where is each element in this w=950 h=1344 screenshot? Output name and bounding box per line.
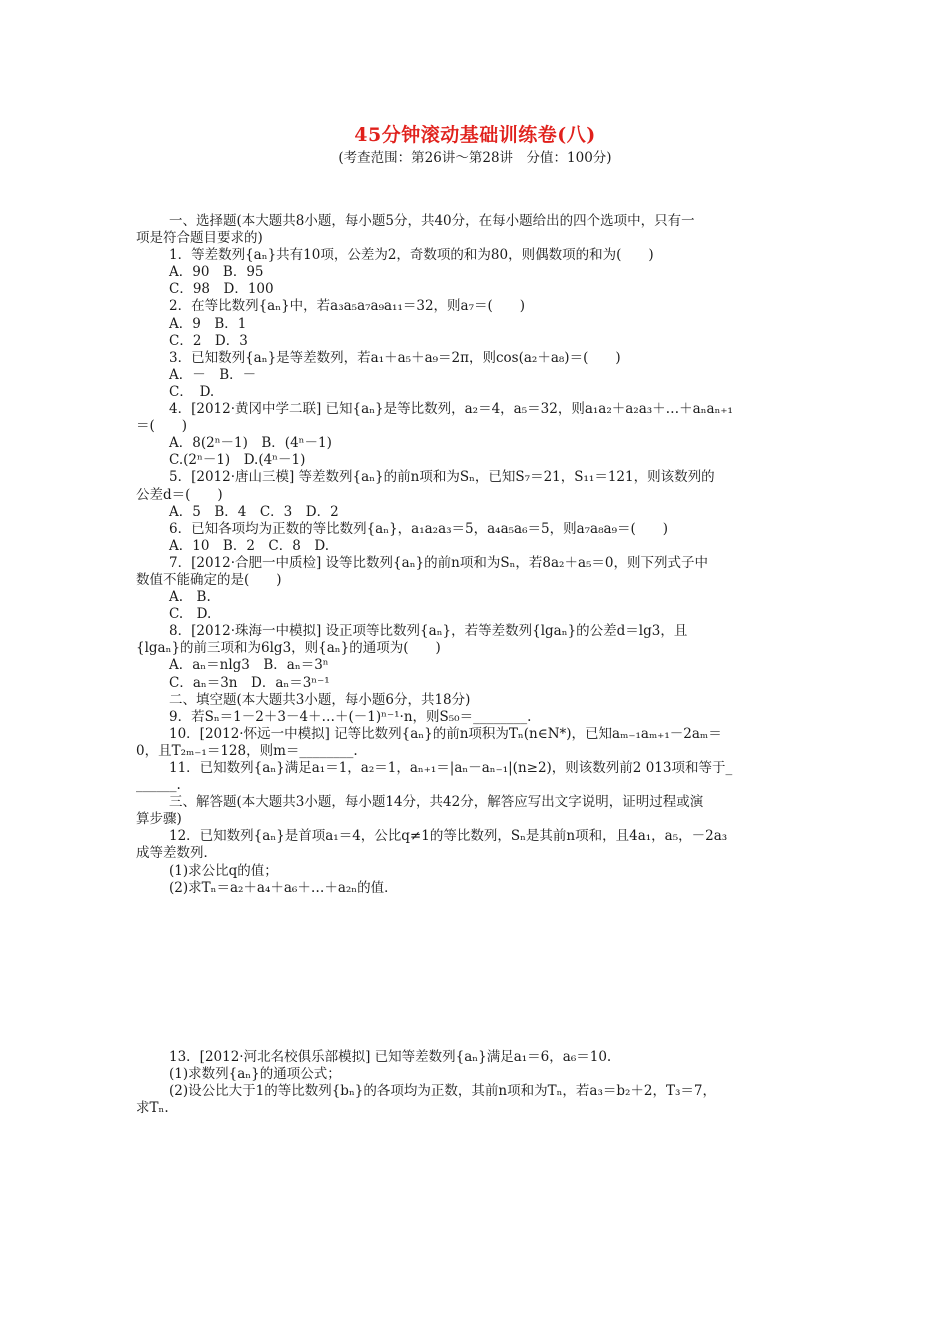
question-8-options-ab: A．aₙ＝nlg3 B．aₙ＝3ⁿ xyxy=(169,657,329,674)
question-11: 11．已知数列{aₙ}满足a₁＝1，a₂＝1，aₙ₊₁＝|aₙ－aₙ₋₁|(n≥2)，则该数列前2 013项和等于_ xyxy=(169,760,733,776)
question-3: 3．已知数列{aₙ}是等差数列，若a₁＋a₅＋a₉＝2π，则cos(a₂＋a₈)＝( ) xyxy=(169,349,621,366)
question-13-part-1: (1)求数列{aₙ}的通项公式； xyxy=(169,1065,341,1082)
question-5: 5．[2012·唐山三模] 等差数列{aₙ}的前n项和为Sₙ，已知S₇＝21，S₁₁＝121，则该数列的 xyxy=(169,469,715,486)
question-3-options-ab: A．－ B．－ xyxy=(169,366,257,383)
question-9: 9．若Sₙ＝1－2＋3－4＋…＋(－1)ⁿ⁻¹·n，则S₅₀＝________. xyxy=(169,708,532,725)
question-13-part-2-cont: 求Tₙ. xyxy=(136,1100,169,1117)
section-3-heading-cont: 算步骤) xyxy=(136,811,182,828)
question-8: 8．[2012·珠海一中模拟] 设正项等比数列{aₙ}，若等差数列{lgaₙ}的公差d＝lg3，且 xyxy=(169,623,688,640)
question-8-options-cd: C．aₙ＝3n D．aₙ＝3ⁿ⁻¹ xyxy=(169,674,330,691)
page-subtitle: (考查范围：第26讲～第28讲 分值：100分) xyxy=(338,150,612,166)
section-3-heading: 三、解答题(本大题共3小题，每小题14分，共42分，解答应写出文字说明，证明过程或演 xyxy=(169,794,704,811)
question-4-options-cd: C.(2ⁿ－1) D.(4ⁿ－1) xyxy=(169,452,306,469)
question-11-cont: ______. xyxy=(136,777,181,794)
question-10-cont: 0，且T₂ₘ₋₁＝128，则m＝________. xyxy=(136,742,358,759)
question-6-options: A．10 B．2 C．8 D. xyxy=(169,537,329,554)
question-1-options-ab: A．90 B．95 xyxy=(169,264,264,281)
section-2-heading: 二、填空题(本大题共3小题，每小题6分，共18分) xyxy=(169,691,471,708)
question-2-options-ab: A．9 B．1 xyxy=(169,315,247,332)
question-5-cont: 公差d＝( ) xyxy=(136,486,223,503)
question-2: 2．在等比数列{aₙ}中，若a₃a₅a₇a₉a₁₁＝32，则a₇＝( ) xyxy=(169,298,526,315)
question-7-options-cd: C. D. xyxy=(169,606,212,623)
question-4-cont: ＝( ) xyxy=(136,418,188,435)
question-6: 6．已知各项均为正数的等比数列{aₙ}，a₁a₂a₃＝5，a₄a₅a₆＝5，则a₇a₈a₉＝( ) xyxy=(169,520,669,537)
question-5-options: A．5 B．4 C．3 D．2 xyxy=(169,503,339,520)
question-13: 13．[2012·河北名校俱乐部模拟] 已知等差数列{aₙ}满足a₁＝6，a₆＝10. xyxy=(169,1048,612,1065)
section-1-heading-cont: 项是符合题目要求的) xyxy=(136,230,263,247)
question-4-options-ab: A．8(2ⁿ－1) B．(4ⁿ－1) xyxy=(169,435,332,452)
question-2-options-cd: C．2 D．3 xyxy=(169,332,248,349)
question-7: 7．[2012·合肥一中质检] 设等比数列{aₙ}的前n项和为Sₙ，若8a₂＋a₅＝0，则下列式子中 xyxy=(169,554,709,571)
question-4: 4．[2012·黄冈中学二联] 已知{aₙ}是等比数列，a₂＝4，a₅＝32，则a₁a₂＋a₂a₃＋…＋aₙaₙ₊₁ xyxy=(169,401,733,418)
question-7-cont: 数值不能确定的是( ) xyxy=(136,571,282,588)
question-13-part-2: (2)设公比大于1的等比数列{bₙ}的各项均为正数，其前n项和为Tₙ，若a₃＝b₂＋2，T₃＝7， xyxy=(169,1082,717,1099)
question-12-cont: 成等差数列． xyxy=(136,845,217,862)
question-1: 1．等差数列{aₙ}共有10项，公差为2，奇数项的和为80，则偶数项的和为( ) xyxy=(169,247,654,264)
page-title: 45分钟滚动基础训练卷(八) xyxy=(354,124,596,146)
question-12: 12．已知数列{aₙ}是首项a₁＝4，公比q≠1的等比数列，Sₙ是其前n项和，且4a₁，a₅，－2a₃ xyxy=(169,828,728,845)
question-12-part-1: (1)求公比q的值； xyxy=(169,862,278,879)
answer-space xyxy=(136,897,816,1049)
question-1-options-cd: C．98 D．100 xyxy=(169,281,274,298)
section-1-heading: 一、选择题(本大题共8小题，每小题5分，共40分，在每小题给出的四个选项中，只有一 xyxy=(169,213,695,229)
question-8-cont: {lgaₙ}的前三项和为6lg3，则{aₙ}的通项为( ) xyxy=(136,640,441,657)
question-3-options-cd: C． D. xyxy=(169,383,215,400)
question-7-options-ab: A. B. xyxy=(169,589,211,606)
question-10: 10．[2012·怀远一中模拟] 记等比数列{aₙ}的前n项积为Tₙ(n∈N*)，已知aₘ₋₁aₘ₊₁－2aₘ＝ xyxy=(169,725,722,742)
exam-body xyxy=(136,213,816,1117)
question-12-part-2: (2)求Tₙ＝a₂＋a₄＋a₆＋…＋a₂ₙ的值． xyxy=(169,879,398,896)
